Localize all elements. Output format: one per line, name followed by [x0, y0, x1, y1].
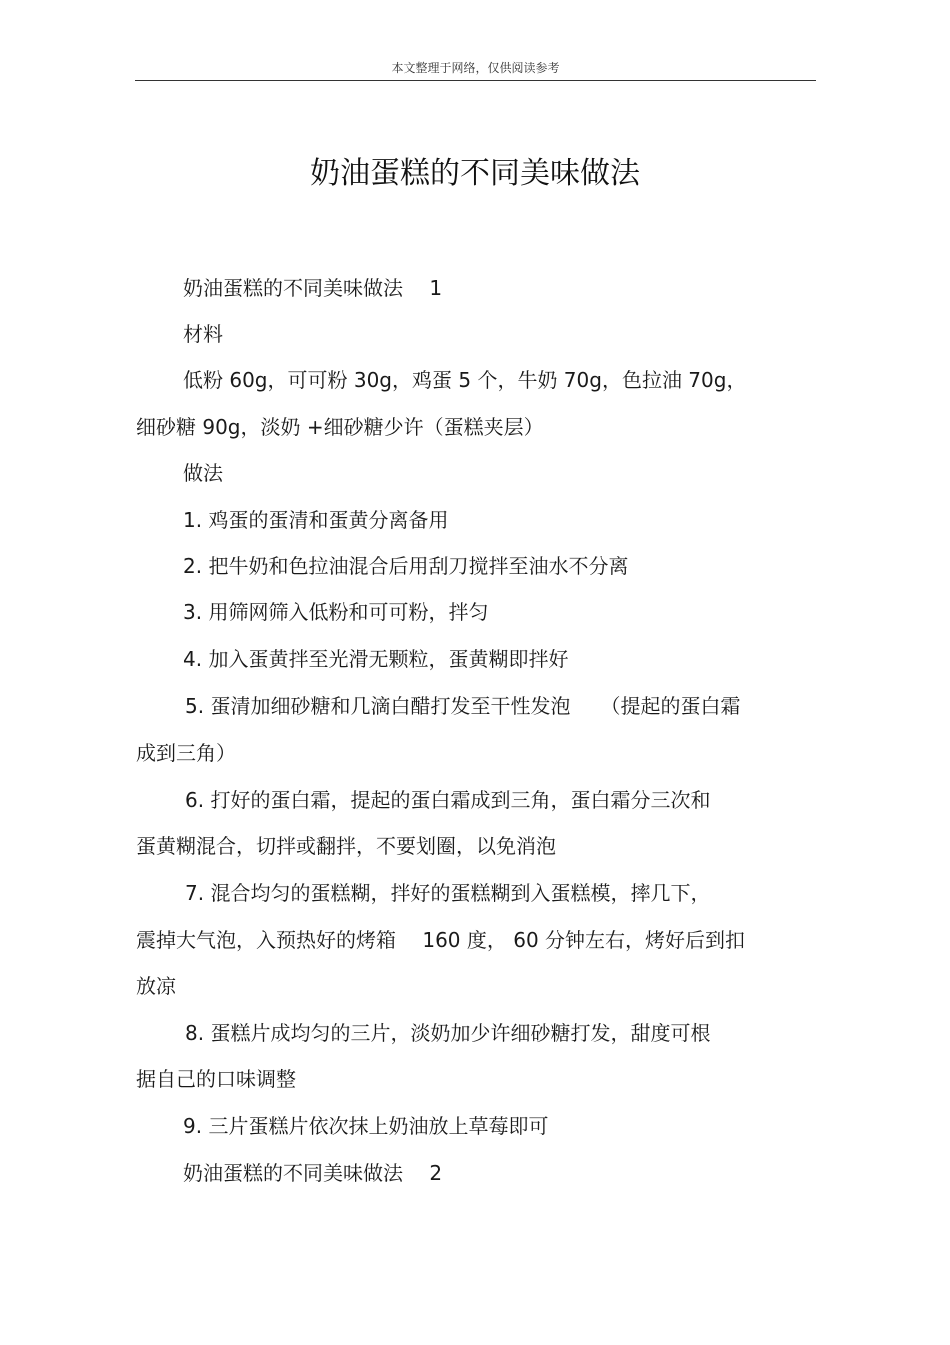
- method-label: 做法: [183, 461, 223, 485]
- step-9: 9. 三片蛋糕片依次抹上奶油放上草莓即可: [183, 1114, 549, 1138]
- step-3: 3. 用筛网筛入低粉和可可粉，拌匀: [183, 600, 489, 624]
- step-1: 1. 鸡蛋的蛋清和蛋黄分离备用: [183, 508, 449, 532]
- page-header: 本文整理于网络，仅供阅读参考: [135, 58, 816, 81]
- step-6-line-2: 蛋黄糊混合，切拌或翻拌，不要划圈，以免消泡: [136, 834, 556, 858]
- step-8-line-1: 8. 蛋糕片成均匀的三片，淡奶加少许细砂糖打发，甜度可根: [185, 1021, 711, 1045]
- document-title: 奶油蛋糕的不同美味做法: [310, 156, 640, 191]
- step-7-line-2: 震掉大气泡，入预热好的烤箱 160 度， 60 分钟左右，烤好后到扣: [136, 928, 746, 952]
- section-heading-1: 奶油蛋糕的不同美味做法 1: [183, 276, 443, 300]
- materials-label: 材料: [183, 322, 223, 346]
- step-5-line-1: 5. 蛋清加细砂糖和几滴白醋打发至干性发泡 （提起的蛋白霜: [185, 694, 741, 718]
- section-heading-2: 奶油蛋糕的不同美味做法 2: [183, 1161, 443, 1185]
- materials-line-2: 细砂糖 90g，淡奶 +细砂糖少许（蛋糕夹层）: [136, 415, 544, 439]
- step-4: 4. 加入蛋黄拌至光滑无颗粒，蛋黄糊即拌好: [183, 647, 569, 671]
- materials-line-1: 低粉 60g，可可粉 30g，鸡蛋 5 个，牛奶 70g，色拉油 70g，: [183, 368, 747, 392]
- step-7-line-1: 7. 混合均匀的蛋糕糊，拌好的蛋糕糊到入蛋糕模，摔几下，: [185, 881, 711, 905]
- step-7-line-3: 放凉: [136, 974, 176, 998]
- step-8-line-2: 据自己的口味调整: [136, 1067, 296, 1091]
- step-6-line-1: 6. 打好的蛋白霜，提起的蛋白霜成到三角，蛋白霜分三次和: [185, 788, 711, 812]
- step-5-line-2: 成到三角）: [136, 741, 236, 765]
- step-2: 2. 把牛奶和色拉油混合后用刮刀搅拌至油水不分离: [183, 554, 629, 578]
